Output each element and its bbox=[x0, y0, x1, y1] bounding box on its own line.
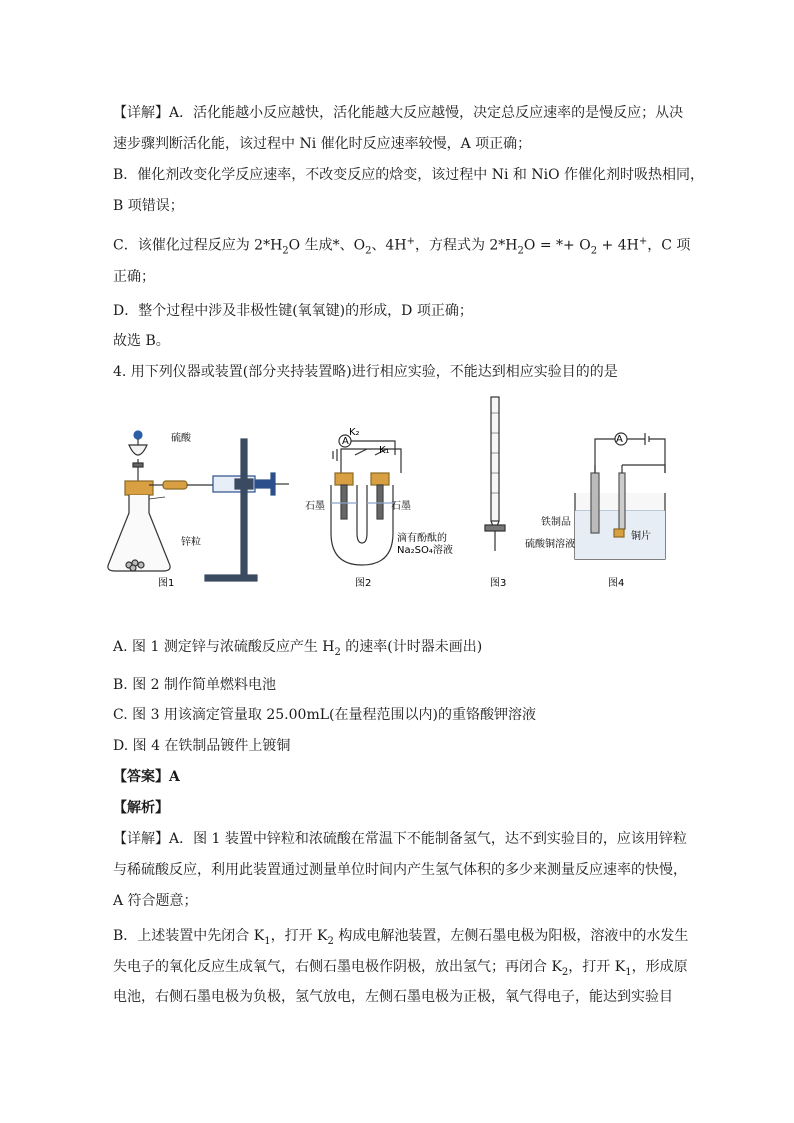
fig2-right-graphite: 石墨 bbox=[391, 501, 411, 512]
text-line-5: C．该催化过程反应为 $2*H_2O$ 生成*、$O_2$、4H+，方程式为 $2*H_2O$ = *+ $O_2 + 4H^+$，C 项 bbox=[113, 236, 691, 257]
fig2-left-graphite: 石墨 bbox=[305, 501, 325, 512]
fig2-solution-line2: Na₂SO₄溶液 bbox=[397, 545, 453, 556]
fig1-acid-label: 硫酸 bbox=[171, 433, 191, 444]
detail-line-2: 与稀硫酸反应，利用此装置通过测量单位时间内产生氢气体积的多少来测量反应速率的快慢， bbox=[113, 862, 687, 878]
text-line-2: 速步骤判断活化能，该过程中 Ni 催化时反应速率较慢，A 项正确； bbox=[113, 136, 532, 152]
fig4-copper-label: 铜片 bbox=[631, 531, 651, 542]
text-line-1: 【详解】A．活化能越小反应越快，活化能越大反应越慢，决定总反应速率的是慢反应；从决 bbox=[113, 105, 684, 121]
fig2-k1-label: K₁ bbox=[379, 445, 390, 456]
fig2-k2-label: K₂ bbox=[349, 427, 360, 438]
detail-line-5: 失电子的氧化反应生成氧气，右侧石墨电极作阴极，放出氢气；再闭合 $K_2$，打开 $K_1$，形成原 bbox=[113, 959, 688, 978]
fig1-zinc-label: 锌粒 bbox=[181, 537, 201, 548]
fig4-ammeter: A bbox=[616, 434, 623, 445]
fig4-iron-label: 铁制品 bbox=[541, 517, 571, 528]
option-c: C. 图 3 用该滴定管量取 25.00mL(在量程范围以内)的重铬酸钾溶液 bbox=[113, 707, 536, 723]
analysis-label: 【解析】 bbox=[113, 800, 169, 816]
option-a: A. 图 1 测定锌与浓硫酸反应产生 $H_2$ 的速率(计时器未画出) bbox=[113, 639, 483, 658]
option-d: D. 图 4 在铁制品镀件上镀铜 bbox=[113, 738, 291, 754]
fig1-caption: 图1 bbox=[158, 578, 175, 589]
figure-3 bbox=[485, 397, 505, 551]
text-line-7: D．整个过程中涉及非极性键(氧氧键)的形成，D 项正确； bbox=[113, 303, 473, 319]
question-4: 4. 用下列仪器或装置(部分夹持装置略)进行相应实验，不能达到相应实验目的的是 bbox=[113, 364, 618, 380]
figure-1 bbox=[108, 431, 289, 581]
text-line-3: B．催化剂改变化学反应速率，不改变反应的焓变，该过程中 Ni 和 NiO 作催化剂时吸热相同， bbox=[113, 167, 705, 183]
detail-line-4: B．上述装置中先闭合 $K_1$，打开 $K_2$ 构成电解池装置，左侧石墨电极为阳极，溶液中的水发生 bbox=[113, 928, 689, 947]
detail-line-6: 电池，右侧石墨电极为负极，氢气放电，左侧石墨电极为正极，氧气得电子，能达到实验目 bbox=[113, 989, 673, 1005]
detail-line-1: 【详解】A．图 1 装置中锌粒和浓硫酸在常温下不能制备氢气，达不到实验目的，应该用锌粒 bbox=[113, 831, 687, 847]
text-line-4: B 项错误； bbox=[113, 198, 184, 214]
text-line-8: 故选 B。 bbox=[113, 333, 170, 349]
fig2-ammeter: A bbox=[342, 436, 349, 447]
text-line-6: 正确； bbox=[113, 269, 155, 285]
fig4-caption: 图4 bbox=[608, 578, 625, 589]
apparatus-figures bbox=[105, 393, 685, 598]
option-b: B. 图 2 制作简单燃料电池 bbox=[113, 677, 276, 693]
fig4-solution-label: 硫酸铜溶液 bbox=[525, 539, 575, 550]
detail-line-3: A 符合题意； bbox=[113, 893, 198, 909]
answer-label: 【答案】A bbox=[113, 769, 180, 785]
figure-4 bbox=[575, 433, 665, 559]
fig2-solution-line1: 滴有酚酞的 bbox=[397, 533, 447, 544]
fig2-caption: 图2 bbox=[355, 578, 372, 589]
fig3-caption: 图3 bbox=[490, 578, 507, 589]
figure-2 bbox=[331, 435, 401, 565]
